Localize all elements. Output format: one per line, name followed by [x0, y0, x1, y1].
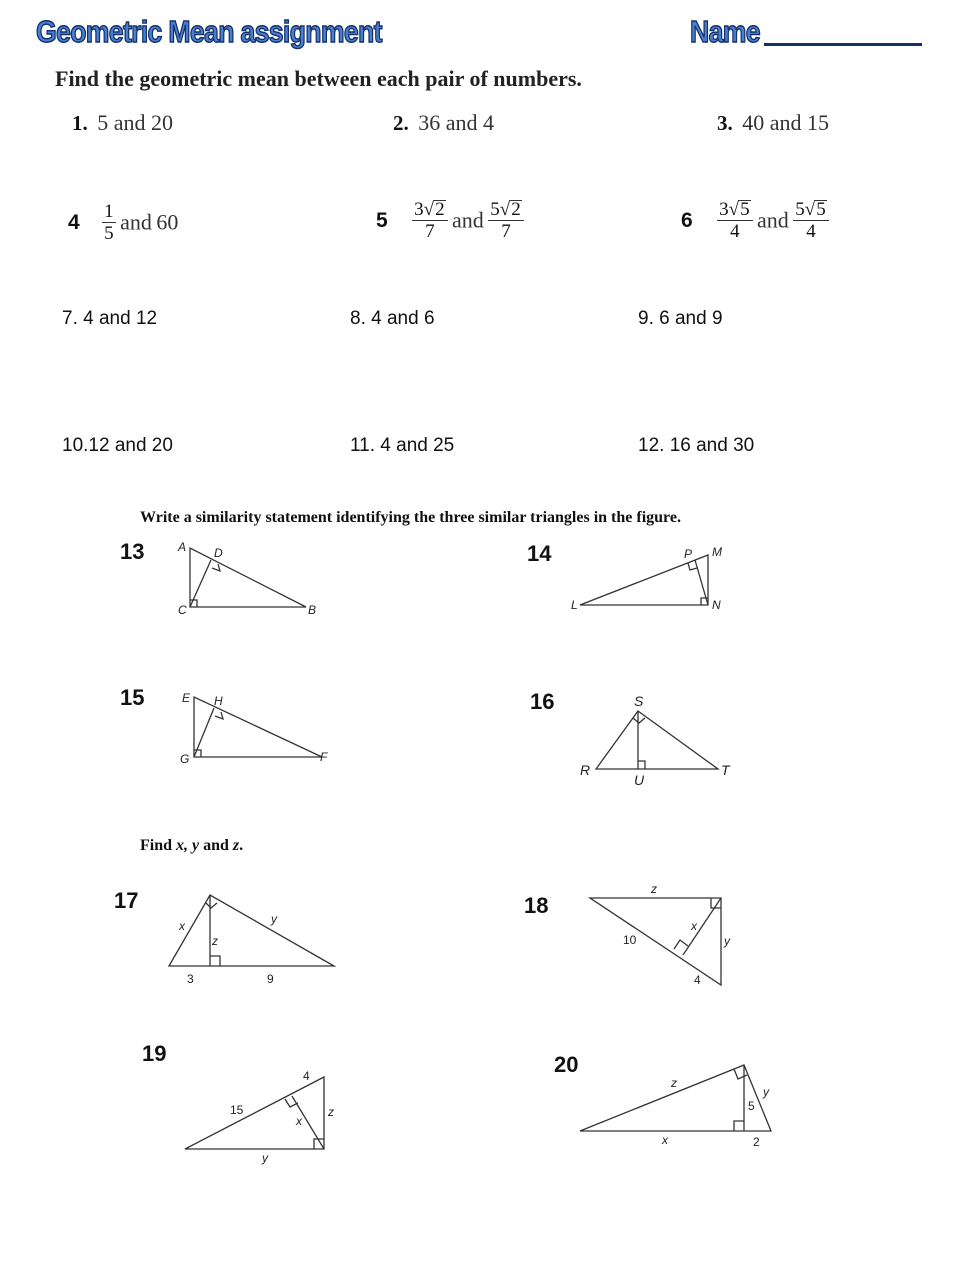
problem-text: 36 and 4: [418, 110, 495, 135]
figure-19-label-z: z: [328, 1105, 334, 1119]
figure-16-label-s: S: [634, 693, 644, 709]
problem-8: 8. 4 and 6: [350, 308, 435, 329]
worksheet-title: Geometric Mean assignment: [36, 14, 382, 49]
figure-13-label-a: A: [178, 540, 187, 554]
problem-text: 5 and 20: [97, 110, 174, 135]
section1-instruction: Find the geometric mean between each pair of numbers.: [55, 66, 582, 91]
figure-19-label-y: y: [262, 1151, 268, 1165]
problem-7: 7. 4 and 12: [62, 308, 158, 329]
figure-14-label-p: P: [684, 547, 693, 561]
problem-17-number: 17: [114, 888, 139, 913]
problem-20-number: 20: [554, 1052, 579, 1077]
figure-14-triangle: [571, 545, 722, 612]
fraction-b: $\frac{5√2}{7}$: [488, 199, 523, 242]
problem-16-number: 16: [530, 689, 555, 714]
figure-20-label-2: 2: [753, 1135, 760, 1149]
problem-13-number: 13: [120, 539, 145, 564]
fraction-b: $\frac{5√5}{4}$: [793, 199, 828, 242]
figure-17-label-z: z: [212, 934, 218, 948]
problem-number: 4: [68, 210, 80, 234]
figure-19-label-4: 4: [303, 1069, 310, 1083]
figure-13-label-d: D: [214, 546, 223, 560]
problem-19-number: 19: [142, 1041, 167, 1066]
figure-18-label-x: x: [691, 919, 697, 933]
figure-18-triangle: [590, 882, 731, 987]
problem-text: 40 and 15: [742, 110, 830, 135]
figure-16-label-t: T: [721, 762, 730, 778]
figure-17-label-x: x: [179, 919, 185, 933]
figure-20-triangle: [580, 1065, 771, 1149]
fraction-a: $\frac{1}{5}$: [104, 201, 114, 244]
figure-18-label-10: 10: [623, 933, 637, 947]
figure-13-label-c: C: [178, 603, 187, 617]
figure-15-label-e: E: [182, 691, 191, 705]
figure-16-label-r: R: [580, 762, 591, 778]
figure-16-triangle: [580, 693, 731, 788]
fraction-a: $\frac{3√5}{4}$: [717, 199, 752, 242]
figure-17-label-3: 3: [187, 972, 194, 986]
figure-13-label-b: B: [308, 603, 317, 617]
figure-20-label-z: z: [671, 1076, 677, 1090]
figure-17-label-9: 9: [267, 972, 274, 986]
figure-19-label-15: 15: [230, 1103, 244, 1117]
figure-15-label-f: F: [320, 750, 328, 764]
problem-number: 2.: [393, 111, 409, 135]
problem-4: 4 $\frac{1}{5}$ and 60: [68, 201, 179, 244]
figure-17-label-y: y: [271, 912, 277, 926]
problem-12: 12. 16 and 30: [638, 435, 755, 456]
figure-16-label-u: U: [634, 772, 645, 788]
figure-18-label-z: z: [651, 882, 657, 896]
problem-10: 10.12 and 20: [62, 435, 173, 456]
figure-20-label-y: y: [763, 1085, 769, 1099]
figure-18-label-y: y: [724, 934, 730, 948]
section3-instruction: Find x, y and z.: [140, 837, 244, 854]
figure-14-label-l: L: [571, 598, 578, 612]
problem-6: 6 $\frac{3√5}{4}$ and $\frac{5√5}{4}$: [681, 199, 829, 242]
problem-number: 3.: [717, 111, 733, 135]
figure-20-label-x: x: [662, 1133, 668, 1147]
problem-number: 5: [376, 208, 388, 232]
problem-5: 5 $\frac{3√2}{7}$ and $\frac{5√2}{7}$: [376, 199, 524, 242]
problem-11: 11. 4 and 25: [350, 435, 455, 456]
problem-14-number: 14: [527, 541, 552, 566]
figure-19-label-x: x: [296, 1114, 302, 1128]
figure-13-triangle: [177, 540, 316, 617]
problem-number: 1.: [72, 111, 88, 135]
figure-15-label-h: H: [214, 694, 223, 708]
figure-15-label-g: G: [180, 752, 190, 766]
figure-20-label-5: 5: [748, 1099, 755, 1113]
problem-15-number: 15: [120, 685, 145, 710]
figure-15-triangle: [180, 691, 328, 766]
name-label: Name: [690, 14, 760, 49]
figure-19-triangle: [185, 1069, 334, 1165]
problem-9: 9. 6 and 9: [638, 308, 723, 329]
figure-17-triangle: [169, 895, 334, 986]
problem-18-number: 18: [524, 893, 549, 918]
figure-14-label-m: M: [712, 545, 722, 559]
problem-number: 6: [681, 208, 693, 232]
figure-14-label-n: N: [712, 598, 721, 612]
section2-instruction: Write a similarity statement identifying the three similar triangles in the figure.: [140, 509, 681, 526]
fraction-a: $\frac{3√2}{7}$: [412, 199, 447, 242]
figure-18-label-4: 4: [694, 973, 701, 987]
